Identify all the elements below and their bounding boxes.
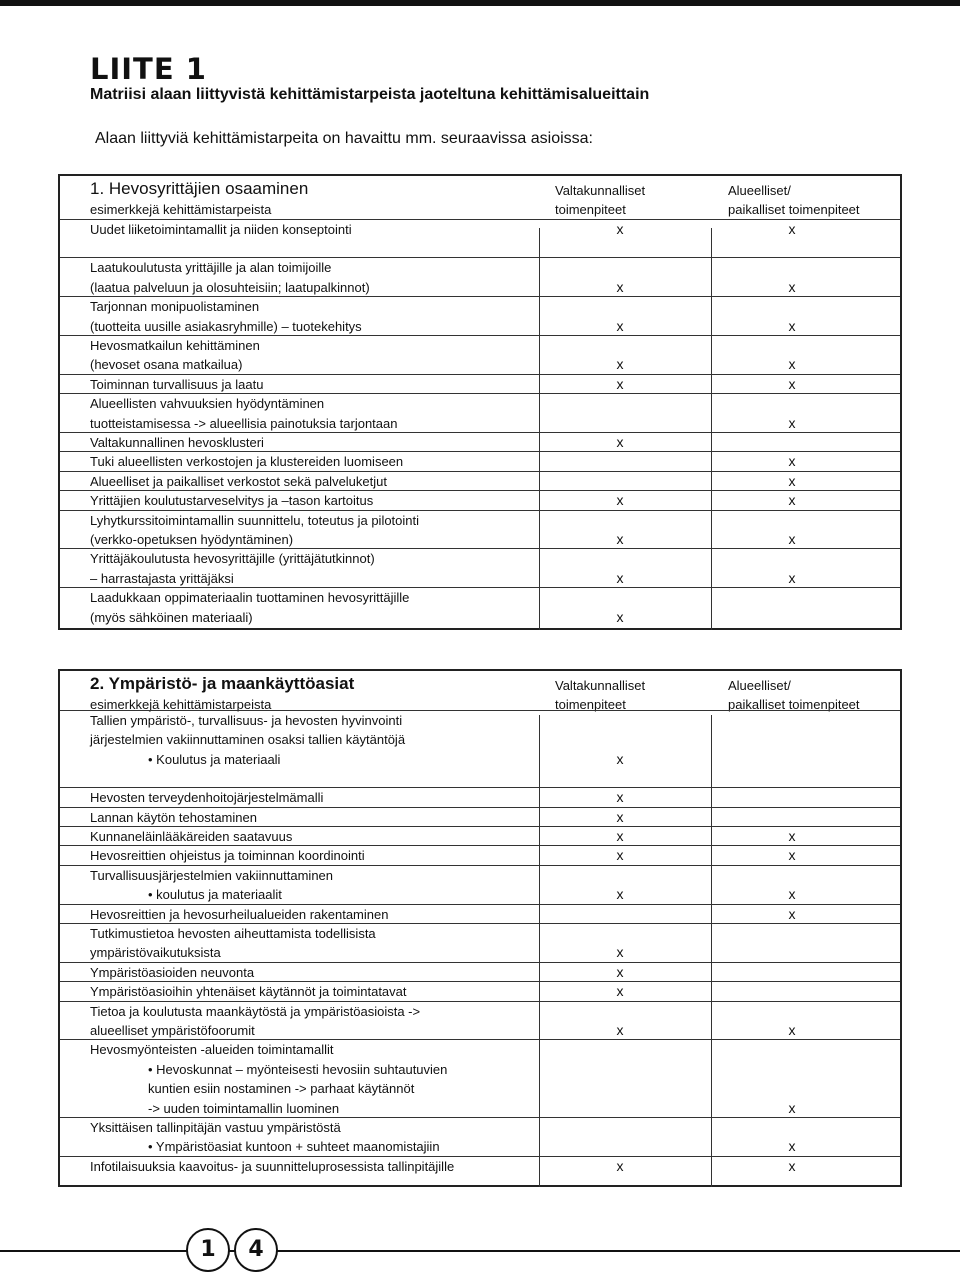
national-mark: x xyxy=(616,828,624,844)
regional-mark: x xyxy=(788,492,796,509)
row-text: • Koulutus ja materiaali xyxy=(148,751,281,767)
row-text: (myös sähköinen materiaali) xyxy=(90,609,253,625)
row-text: Ympäristöasioihin yhtenäiset käytännöt ja toimintatavat xyxy=(90,984,407,1000)
row-text: • koulutus ja materiaalit xyxy=(148,887,282,903)
national-mark: x xyxy=(616,1022,624,1038)
national-mark: x xyxy=(616,1157,624,1174)
national-mark: x xyxy=(616,317,624,334)
section-2-subtitle: esimerkkejä kehittämistarpeista xyxy=(90,697,272,712)
row-text: Yrittäjäkoulutusta hevosyrittäjille (yrittäjätutkinnot) xyxy=(90,551,375,567)
row-text: Hevosreittien ja hevosurheilualueiden rakentaminen xyxy=(90,906,389,922)
regional-mark: x xyxy=(788,1022,796,1038)
row-text: Tutkimustietoa hevosten aiheuttamista todellisista xyxy=(90,926,376,941)
row-text: Yrittäjien koulutustarveselvitys ja –tason kartoitus xyxy=(90,493,374,509)
page-number-circle: 1 xyxy=(186,1228,230,1272)
national-mark: x xyxy=(616,886,624,903)
regional-mark: x xyxy=(788,1157,796,1174)
national-mark: x xyxy=(616,808,624,825)
column-divider xyxy=(539,228,540,630)
regional-mark: x xyxy=(788,356,796,373)
row-text: (verkko-opetuksen hyödyntäminen) xyxy=(90,532,294,547)
regional-mark: x xyxy=(788,886,796,903)
section-1-title: 1. Hevosyrittäjien osaaminen xyxy=(90,179,309,198)
regional-mark: x xyxy=(788,1138,796,1155)
page-heading: LIITE 1 xyxy=(90,52,207,86)
col-national-header: Valtakunnalliset toimenpiteet xyxy=(555,183,646,218)
row-text: Toiminnan turvallisuus ja laatu xyxy=(90,376,264,392)
col-regional-header: Alueelliset/ paikalliset toimenpiteet xyxy=(728,678,860,713)
national-mark: x xyxy=(616,789,624,806)
intro-text: Alaan liittyviä kehittämistarpeita on havaittu mm. seuraavissa asioissa: xyxy=(95,130,593,147)
row-text: Tuki alueellisten verkostojen ja klustereiden luomiseen xyxy=(90,454,404,470)
regional-mark: x xyxy=(788,569,796,586)
national-mark: x xyxy=(616,356,624,373)
row-text: -> uuden toimintamallin luominen xyxy=(148,1100,340,1116)
regional-mark: x xyxy=(788,531,796,547)
row-text: Hevosreittien ohjeistus ja toiminnan koordinointi xyxy=(90,848,365,864)
row-text: Alueelliset ja paikalliset verkostot sekä palveluketjut xyxy=(90,473,387,489)
row-text: Hevosmatkailun kehittäminen xyxy=(90,338,260,353)
row-text: järjestelmien vakiinnuttaminen osaksi tallien käytäntöjä xyxy=(90,732,406,748)
national-mark: x xyxy=(616,608,624,625)
section-2-table xyxy=(58,669,902,1187)
regional-mark: x xyxy=(788,828,796,844)
row-text: Uudet liiketoimintamallit ja niiden konseptointi xyxy=(90,222,352,237)
row-text: tuotteistamisessa -> alueellisia painotuksia tarjontaan xyxy=(90,415,398,431)
national-mark: x xyxy=(616,847,624,864)
section-2-title: 2. Ympäristö- ja maankäyttöasiat xyxy=(90,674,355,693)
regional-mark: x xyxy=(788,414,796,431)
national-mark: x xyxy=(616,278,624,295)
col-regional-header: Alueelliset/ paikalliset toimenpiteet xyxy=(728,183,860,218)
national-mark: x xyxy=(616,221,624,237)
column-divider xyxy=(711,228,712,630)
national-mark: x xyxy=(616,944,624,961)
row-text: Tietoa ja koulutusta maankäytöstä ja ympäristöasioista -> xyxy=(90,1003,421,1019)
regional-mark: x xyxy=(788,1099,796,1116)
row-text: • Ympäristöasiat kuntoon + suhteet maanomistajiin xyxy=(148,1139,440,1155)
row-text: Lannan käytön tehostaminen xyxy=(90,809,257,825)
regional-mark: x xyxy=(788,317,796,334)
row-text: Yksittäisen tallinpitäjän vastuu ympäristöstä xyxy=(90,1120,341,1135)
section-1-table xyxy=(58,174,902,630)
row-text: Lyhytkurssitoimintamallin suunnittelu, toteutus ja pilotointi xyxy=(90,512,420,528)
row-text: – harrastajasta yrittäjäksi xyxy=(90,570,234,586)
regional-mark: x xyxy=(788,472,796,489)
national-mark: x xyxy=(616,569,624,586)
row-text: kuntien esiin nostaminen -> parhaat käytännöt xyxy=(148,1081,415,1097)
row-text: alueelliset ympäristöfoorumit xyxy=(90,1023,255,1038)
national-mark: x xyxy=(616,375,624,392)
row-text: Ympäristöasioiden neuvonta xyxy=(90,964,255,980)
regional-mark: x xyxy=(788,221,796,237)
top-rule xyxy=(0,0,960,6)
row-text: (hevoset osana matkailua) xyxy=(90,357,243,373)
national-mark: x xyxy=(616,750,624,767)
row-text: Infotilaisuuksia kaavoitus- ja suunnitteluprosessista tallinpitäjille xyxy=(90,1158,455,1174)
row-text: Laatukoulutusta yrittäjille ja alan toimijoille xyxy=(90,260,332,276)
page-total-circle: 4 xyxy=(234,1228,278,1272)
row-text: Valtakunnallinen hevosklusteri xyxy=(90,435,264,450)
row-text: • Hevoskunnat – myönteisesti hevosiin suhtautuvien xyxy=(148,1061,448,1077)
row-text: Tallien ympäristö-, turvallisuus- ja hevosten hyvinvointi xyxy=(90,713,403,728)
regional-mark: x xyxy=(788,905,796,922)
national-mark: x xyxy=(616,492,624,509)
regional-mark: x xyxy=(788,453,796,470)
row-text: Hevosten terveydenhoitojärjestelmämalli xyxy=(90,790,324,806)
footer-rule xyxy=(0,1250,960,1252)
national-mark: x xyxy=(616,531,624,547)
regional-mark: x xyxy=(788,278,796,295)
national-mark: x xyxy=(616,963,624,980)
national-mark: x xyxy=(616,434,624,450)
row-text: Turvallisuusjärjestelmien vakiinnuttaminen xyxy=(90,867,334,883)
regional-mark: x xyxy=(788,847,796,864)
regional-mark: x xyxy=(788,375,796,392)
national-mark: x xyxy=(616,983,624,1000)
col-national-header: Valtakunnalliset toimenpiteet xyxy=(555,678,646,713)
row-text: Kunnaneläinlääkäreiden saatavuus xyxy=(90,829,293,844)
page-subtitle: Matriisi alaan liittyvistä kehittämistarpeista jaoteltuna kehittämisalueittain xyxy=(90,86,650,103)
row-text: Tarjonnan monipuolistaminen xyxy=(90,299,260,315)
row-text: Laadukkaan oppimateriaalin tuottaminen hevosyrittäjille xyxy=(90,590,410,606)
row-text: ympäristövaikutuksista xyxy=(90,945,221,961)
row-text: (tuotteita uusille asiakasryhmille) – tuotekehitys xyxy=(90,318,362,334)
row-text: (laatua palveluun ja olosuhteisiin; laatupalkinnot) xyxy=(90,279,370,295)
row-text: Alueellisten vahvuuksien hyödyntäminen xyxy=(90,396,325,412)
section-1-subtitle: esimerkkejä kehittämistarpeista xyxy=(90,202,272,217)
row-text: Hevosmyönteisten -alueiden toimintamallit xyxy=(90,1042,334,1058)
